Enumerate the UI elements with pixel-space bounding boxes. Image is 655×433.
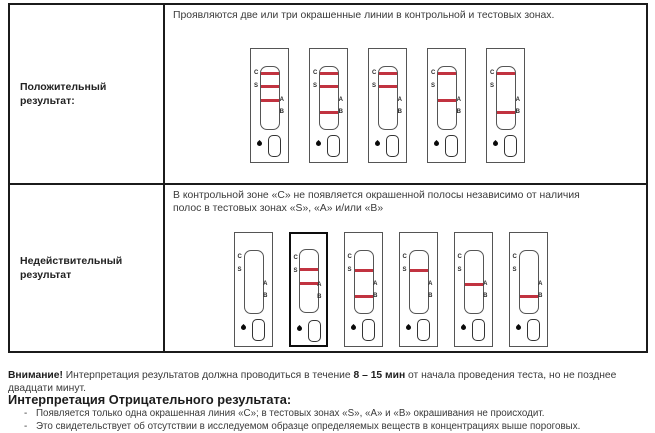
zone-label-c: C (490, 69, 495, 76)
drop-icon (374, 140, 381, 147)
drop-icon (459, 324, 466, 331)
zone-label-s: S (313, 82, 318, 89)
attention-paragraph: Внимание! Интерпретация результатов должна проводиться в течение 8 – 15 мин от начала проведения теста, но не позднее двадцати минут. (8, 370, 617, 394)
zone-label-a: A (263, 281, 268, 288)
result-line-s (300, 268, 318, 271)
zone-label-a: A (373, 281, 378, 288)
zone-label-s: S (457, 267, 462, 274)
attention-time-range: 8 – 15 мин (353, 370, 406, 381)
zone-label-s: S (490, 82, 495, 89)
drop-icon (256, 140, 263, 147)
drop-icon (514, 324, 521, 331)
zone-label-a: A (317, 282, 322, 289)
result-line-s (410, 269, 428, 272)
result-description: В контрольной зоне «С» не появляется окрашенной полосы независимо от наличия (173, 190, 580, 201)
test-cassette (509, 232, 548, 347)
zone-label-b: B (338, 108, 343, 115)
result-window (378, 66, 398, 130)
result-window (496, 66, 516, 130)
zone-label-b: B (263, 293, 268, 300)
result-line-b (497, 111, 515, 114)
result-line-a (438, 99, 456, 102)
bullet-text: Появляется только одна окрашенная линия «С»; в тестовых зонах «S», «А» и «В» окрашивания не происходит. (36, 408, 545, 419)
result-line-a (465, 283, 483, 286)
zone-label-b: B (397, 108, 402, 115)
zone-label-c: C (293, 255, 298, 262)
drop-icon (404, 324, 411, 331)
cassette-group-positive (173, 48, 638, 163)
drop-icon (492, 140, 499, 147)
result-line-c (379, 72, 397, 75)
sample-well (327, 135, 340, 157)
zone-label-b: B (538, 293, 543, 300)
zone-label-c: C (431, 69, 436, 76)
results-table (8, 3, 648, 353)
zone-label-b: B (279, 108, 284, 115)
zone-label-a: A (279, 96, 284, 103)
result-line-b (355, 295, 373, 298)
zone-label-s: S (402, 267, 407, 274)
result-window (244, 250, 264, 314)
drop-icon (433, 140, 440, 147)
list-item (8, 408, 652, 421)
result-window (437, 66, 457, 130)
sample-well (386, 135, 399, 157)
result-line-b (320, 111, 338, 114)
zone-label-b: B (373, 293, 378, 300)
zone-label-c: C (512, 254, 517, 261)
zone-label-s: S (512, 267, 517, 274)
zone-label-b: B (317, 294, 322, 301)
result-line-s (355, 269, 373, 272)
zone-label-c: C (254, 69, 259, 76)
zone-label-b: B (483, 293, 488, 300)
result-type-positive (10, 5, 165, 185)
test-cassette (454, 232, 493, 347)
test-cassette (399, 232, 438, 347)
result-line-c (497, 72, 515, 75)
result-line-s (320, 85, 338, 88)
test-cassette (309, 48, 348, 163)
list-item-clipped (8, 421, 652, 433)
result-type-label: Положительный результат: (20, 80, 107, 107)
sample-well (362, 319, 375, 341)
zone-label-s: S (237, 267, 242, 274)
result-line-s (261, 85, 279, 88)
result-type-label: Недействительный результат (20, 254, 123, 281)
sample-well (445, 135, 458, 157)
result-line-a (300, 282, 318, 285)
zone-label-b: B (515, 108, 520, 115)
result-type-invalid (10, 185, 165, 351)
zone-label-c: C (457, 254, 462, 261)
zone-label-c: C (313, 69, 318, 76)
test-cassette (250, 48, 289, 163)
result-window (260, 66, 280, 130)
result-line-c (261, 72, 279, 75)
drop-icon (239, 324, 246, 331)
result-window (519, 250, 539, 314)
zone-label-c: C (372, 69, 377, 76)
result-line-s (379, 85, 397, 88)
test-cassette (344, 232, 383, 347)
result-window (299, 249, 322, 313)
positive-result-cell (165, 5, 646, 185)
test-cassette (486, 48, 525, 163)
zone-label-s: S (372, 82, 377, 89)
drop-icon (315, 140, 322, 147)
zone-label-c: C (237, 254, 242, 261)
zone-label-a: A (483, 281, 488, 288)
zone-label-c: C (402, 254, 407, 261)
result-description: Проявляются две или три окрашенные линии в контрольной и тестовых зонах. (173, 10, 555, 21)
drop-icon (295, 325, 302, 332)
result-window (409, 250, 429, 314)
sample-well (472, 319, 485, 341)
result-line-b (520, 295, 538, 298)
sample-well (527, 319, 540, 341)
test-cassette (289, 232, 328, 347)
cassette-group-invalid (173, 232, 638, 347)
result-window (464, 250, 484, 314)
zone-label-s: S (347, 267, 352, 274)
sample-well (504, 135, 517, 157)
zone-label-a: A (428, 281, 433, 288)
negative-bullet-list (8, 408, 652, 433)
zone-label-a: A (338, 96, 343, 103)
test-cassette (368, 48, 407, 163)
zone-label-b: B (428, 293, 433, 300)
invalid-result-cell (165, 185, 646, 351)
sample-well (308, 320, 321, 342)
attention-lead: Внимание! (8, 370, 63, 381)
result-line-a (261, 99, 279, 102)
sample-well (252, 319, 265, 341)
zone-label-a: A (515, 96, 520, 103)
zone-label-s: S (431, 82, 436, 89)
result-window (354, 250, 374, 314)
result-line-c (320, 72, 338, 75)
result-window (319, 66, 339, 130)
bullet-dash: - (24, 408, 28, 419)
result-description: полос в тестовых зонах «S», «А» и/или «В» (173, 202, 384, 214)
zone-label-a: A (397, 96, 402, 103)
zone-label-b: B (456, 108, 461, 115)
bullet-dash: - (24, 420, 28, 432)
sample-well (417, 319, 430, 341)
zone-label-s: S (293, 268, 298, 275)
zone-label-s: S (254, 82, 259, 89)
zone-label-a: A (456, 96, 461, 103)
sample-well (268, 135, 281, 157)
test-cassette (427, 48, 466, 163)
negative-interpretation-heading: Интерпретация Отрицательного результата: (8, 392, 292, 407)
zone-label-a: A (538, 281, 543, 288)
result-line-c (438, 72, 456, 75)
drop-icon (349, 324, 356, 331)
zone-label-c: C (347, 254, 352, 261)
bullet-text: Это свидетельствует об отсутствии в исследуемом образце определяемых веществ в концентрациях выше пороговых. (36, 420, 581, 432)
test-cassette (234, 232, 273, 347)
